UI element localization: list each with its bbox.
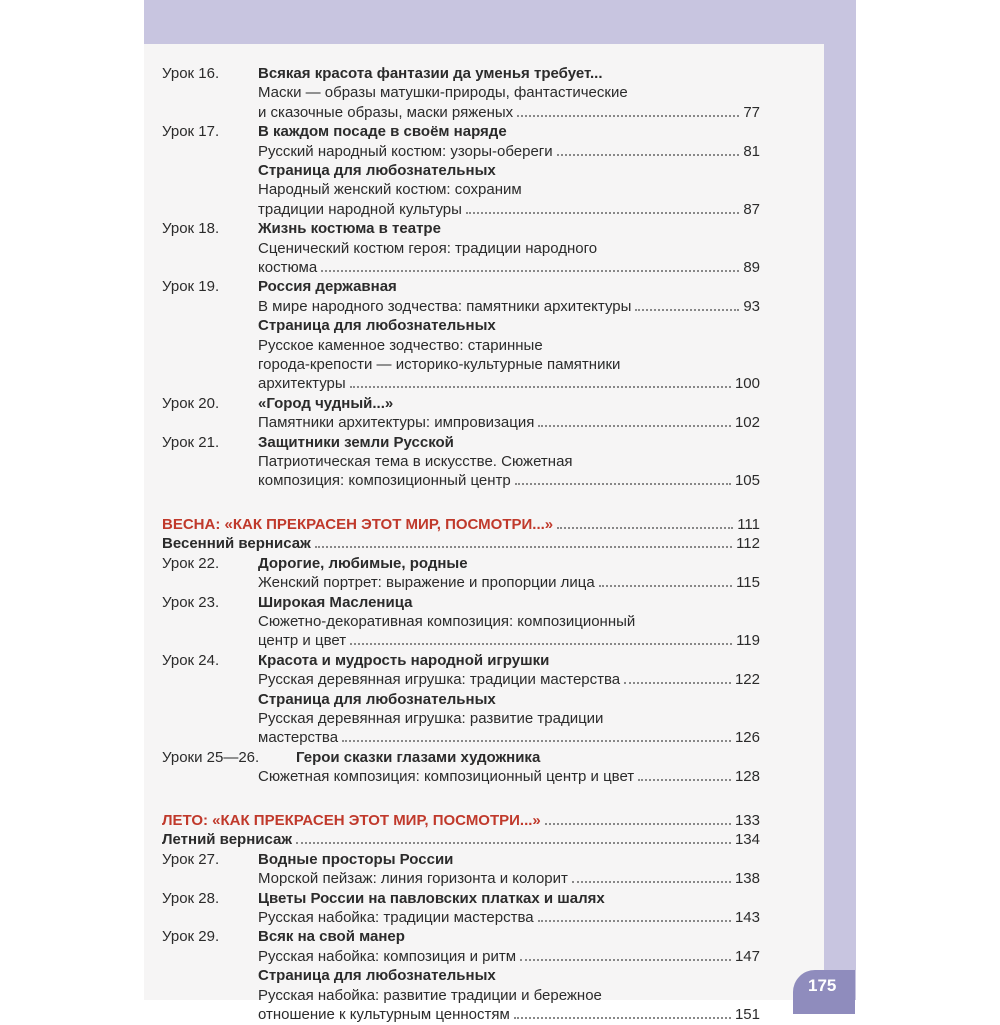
toc-line	[258, 947, 760, 967]
toc-entry	[258, 573, 760, 593]
toc-line	[258, 631, 760, 651]
leader-dots	[599, 573, 732, 587]
leader-dots	[315, 534, 732, 548]
toc-entry	[258, 297, 760, 317]
toc-entry	[258, 336, 760, 356]
toc-entry	[258, 200, 760, 220]
toc-line	[258, 355, 760, 375]
lesson-title: Всякая красота фантазии да уменья требует...	[258, 65, 603, 82]
toc-line	[258, 103, 760, 123]
toc-entry	[258, 709, 760, 729]
leader-dots	[635, 297, 739, 311]
leader-dots	[350, 374, 731, 388]
side-band	[824, 44, 856, 1000]
entry-text: Народный женский костюм: сохраним	[258, 181, 522, 199]
lesson-title: В каждом посаде в своём наряде	[258, 123, 507, 141]
entry-text: Женский портрет: выражение и пропорции лица	[258, 574, 595, 592]
entry-text: В мире народного зодчества: памятники архитектуры	[258, 297, 632, 315]
toc-entry	[258, 612, 760, 632]
toc-entry	[258, 258, 760, 278]
page-ref: 112	[736, 535, 760, 553]
toc-line	[162, 534, 760, 554]
vernissage-entry	[162, 534, 760, 554]
toc-entry	[258, 180, 760, 200]
entry-text: города-крепости — историко-культурные памятники	[258, 356, 621, 373]
leader-dots	[557, 142, 740, 156]
entry-text: Сценический костюм героя: традиции народного	[258, 239, 598, 257]
lesson-title: Цветы России на павловских платках и шалях	[258, 889, 605, 907]
toc-entry	[258, 947, 760, 967]
toc-line	[258, 593, 760, 613]
toc-line	[258, 277, 760, 297]
toc-line	[258, 374, 760, 394]
toc-entry	[258, 471, 760, 491]
toc-line	[258, 258, 760, 278]
leader-dots	[638, 767, 731, 781]
page-ref: 89	[743, 259, 760, 276]
toc-line	[258, 554, 760, 574]
toc-line	[258, 161, 760, 181]
toc-line	[258, 83, 760, 103]
entry-text: Морской пейзаж: линия горизонта и колорит	[258, 870, 568, 888]
leader-dots	[350, 631, 732, 645]
leader-dots	[515, 471, 731, 485]
toc-entry	[258, 142, 760, 162]
page-ref: 143	[734, 908, 760, 926]
toc-entry	[258, 239, 760, 259]
lesson-label: Урок 16.	[162, 65, 220, 82]
toc-line	[258, 413, 760, 433]
lesson-label: Урок 20.	[162, 394, 220, 412]
toc-entry	[258, 452, 760, 472]
page-ref: 93	[743, 297, 760, 315]
leader-dots	[321, 258, 739, 272]
leader-dots	[572, 869, 731, 883]
toc-line	[258, 728, 760, 748]
page-ref: 102	[734, 414, 760, 432]
lesson-label: Урок 22.	[162, 554, 220, 572]
toc-line	[258, 573, 760, 593]
entry-text: Русский народный костюм: узоры-обереги	[258, 142, 553, 160]
toc-line	[258, 316, 760, 336]
lesson-label: Урок 28.	[162, 889, 220, 907]
lesson-label: Уроки 25—26.	[162, 748, 260, 766]
toc-line	[258, 433, 760, 453]
toc-line	[258, 612, 760, 632]
entry-text: костюма	[258, 259, 318, 276]
lesson-label: Урок 29.	[162, 928, 220, 946]
page-ref: 134	[734, 831, 760, 849]
toc-line	[258, 122, 760, 142]
page-ref: 147	[734, 947, 760, 965]
section-heading	[162, 811, 760, 831]
page-ref: 151	[734, 1005, 760, 1023]
toc-entry	[258, 767, 760, 787]
lesson-title: Жизнь костюма в театре	[258, 220, 441, 238]
toc-entry	[258, 83, 760, 103]
entry-text: Патриотическая тема в искусстве. Сюжетная	[258, 453, 573, 470]
toc-entry	[258, 728, 760, 748]
leader-dots	[466, 200, 739, 214]
toc-line	[258, 64, 760, 84]
toc-line	[258, 394, 760, 414]
toc-line	[258, 452, 760, 472]
entry-text: Русская набойка: традиции мастерства	[258, 908, 534, 926]
entry-text: Памятники архитектуры: импровизация	[258, 414, 535, 432]
toc-line	[162, 515, 760, 535]
lesson-title: Герои сказки глазами художника	[296, 748, 541, 766]
toc-entry	[258, 355, 760, 375]
page-ref: 81	[743, 142, 760, 160]
toc-line	[258, 336, 760, 356]
toc-line	[258, 1005, 760, 1025]
entry-text: Русская деревянная игрушка: развитие традиции	[258, 710, 604, 728]
page-ref: 111	[737, 516, 760, 534]
toc-line	[258, 200, 760, 220]
lesson-title: Страница для любознательных	[258, 162, 496, 179]
toc-entry	[258, 986, 760, 1006]
lesson-label: Урок 23.	[162, 593, 220, 611]
toc-line	[258, 709, 760, 729]
leader-dots	[514, 1005, 731, 1019]
toc-line	[258, 767, 760, 787]
toc-entry	[258, 869, 760, 889]
entry-text: Русское каменное зодчество: старинные	[258, 336, 543, 354]
entry-text: Маски — образы матушки-природы, фантастические	[258, 84, 628, 102]
lesson-title: Россия державная	[258, 278, 397, 296]
toc-line	[258, 908, 760, 928]
lesson-title: Широкая Масленица	[258, 593, 413, 611]
toc-line	[258, 986, 760, 1006]
toc-entry	[258, 670, 760, 690]
lesson-label: Урок 21.	[162, 433, 220, 451]
vernissage-entry	[162, 830, 760, 850]
page-ref: 77	[743, 103, 760, 121]
toc-line	[258, 690, 760, 710]
page-ref: 126	[734, 729, 760, 747]
vernissage-title: Весенний вернисаж	[162, 535, 311, 553]
lesson-title: Красота и мудрость народной игрушки	[258, 651, 550, 669]
toc-entry	[258, 103, 760, 123]
toc-line	[258, 966, 760, 986]
leader-dots	[342, 728, 731, 742]
lesson-label: Урок 19.	[162, 278, 220, 296]
lesson-label: Урок 24.	[162, 651, 220, 669]
vernissage-title: Летний вернисаж	[162, 831, 292, 849]
lesson-title: Всяк на свой манер	[258, 928, 405, 946]
entry-text: Сюжетно-декоративная композиция: композиционный	[258, 613, 636, 631]
toc-line	[162, 830, 760, 850]
lesson-title: Водные просторы России	[258, 850, 454, 868]
toc-line	[258, 850, 760, 870]
page-ref: 115	[736, 574, 760, 592]
entry-text: Русская деревянная игрушка: традиции мастерства	[258, 671, 621, 689]
toc-line	[162, 811, 760, 831]
entry-text: Русская набойка: развитие традиции и бережное	[258, 986, 602, 1004]
toc-line	[258, 889, 760, 909]
leader-dots	[538, 413, 731, 427]
toc-line	[258, 142, 760, 162]
toc-line	[258, 869, 760, 889]
toc-line	[296, 748, 760, 768]
entry-text: центр и цвет	[258, 632, 347, 650]
toc-line	[258, 180, 760, 200]
lesson-label: Урок 17.	[162, 123, 220, 141]
toc-line	[258, 927, 760, 947]
entry-text: Русская набойка: композиция и ритм	[258, 947, 517, 965]
section-title: ЛЕТО: «КАК ПРЕКРАСЕН ЭТОТ МИР, ПОСМОТРИ...»	[162, 811, 541, 829]
leader-dots	[545, 811, 731, 825]
entry-text: архитектуры	[258, 375, 346, 393]
lesson-title: «Город чудный...»	[258, 394, 394, 412]
entry-text: и сказочные образы, маски ряженых	[258, 103, 514, 121]
toc-entry	[258, 374, 760, 394]
lesson-label: Урок 27.	[162, 850, 220, 868]
toc-entry	[258, 908, 760, 928]
toc-entry	[258, 1005, 760, 1025]
leader-dots	[296, 830, 731, 844]
entry-text: отношение к культурным ценностям	[258, 1005, 510, 1023]
entry-text: Сюжетная композиция: композиционный центр и цвет	[258, 768, 635, 786]
leader-dots	[517, 103, 739, 117]
leader-dots	[538, 908, 731, 922]
toc-line	[258, 471, 760, 491]
top-band	[144, 0, 856, 44]
entry-text: мастерства	[258, 729, 339, 747]
page-ref: 133	[734, 811, 760, 829]
toc-line	[258, 670, 760, 690]
entry-text: композиция: композиционный центр	[258, 472, 511, 490]
lesson-title: Дорогие, любимые, родные	[258, 554, 468, 572]
toc-entry	[258, 413, 760, 433]
entry-text: традиции народной культуры	[258, 200, 462, 218]
section-title: ВЕСНА: «КАК ПРЕКРАСЕН ЭТОТ МИР, ПОСМОТРИ...»	[162, 516, 554, 534]
lesson-label: Урок 18.	[162, 220, 220, 238]
toc-line	[258, 239, 760, 259]
lesson-title: Защитники земли Русской	[258, 433, 454, 451]
page-number: 175	[808, 976, 837, 995]
page-ref: 100	[734, 375, 760, 393]
toc-line	[258, 297, 760, 317]
leader-dots	[557, 515, 733, 529]
lesson-title: Страница для любознательных	[258, 690, 496, 708]
page-ref: 128	[734, 768, 760, 786]
page-ref: 119	[736, 632, 760, 650]
toc-line	[258, 219, 760, 239]
lesson-title: Страница для любознательных	[258, 967, 496, 985]
page-ref: 87	[743, 200, 760, 218]
page-ref: 105	[734, 472, 760, 490]
toc-line	[258, 651, 760, 671]
leader-dots	[624, 670, 731, 684]
page-ref: 122	[734, 671, 760, 689]
lesson-title: Страница для любознательных	[258, 317, 496, 335]
page-ref: 138	[734, 870, 760, 888]
section-heading	[162, 515, 760, 535]
leader-dots	[520, 947, 731, 961]
toc-entry	[258, 631, 760, 651]
